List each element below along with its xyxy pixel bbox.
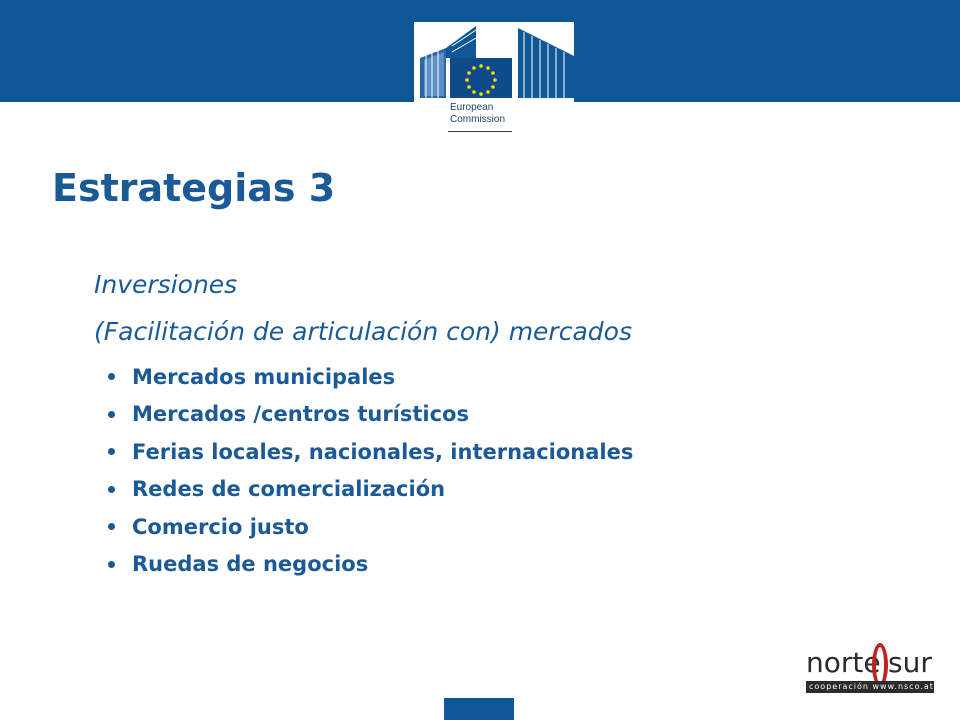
bullet-icon [108, 523, 115, 530]
bullet-icon [108, 486, 115, 493]
bullet-icon [108, 373, 115, 380]
bullet-icon [108, 411, 115, 418]
bullet-icon [108, 561, 115, 568]
bullet-text: Ferias locales, nacionales, internacionales [132, 439, 634, 464]
bullet-text: Mercados municipales [132, 364, 396, 389]
subheading-mercados: (Facilitación de articulación con) mercados [94, 317, 632, 346]
nortesur-tagline: cooperación www.nsco.at [806, 681, 934, 693]
footer-tab [444, 698, 514, 720]
list-item [108, 433, 633, 471]
bullet-text: Ruedas de negocios [132, 552, 369, 577]
subheading-inversiones: Inversiones [94, 270, 238, 299]
list-item [108, 358, 633, 396]
bullet-text: Redes de comercialización [132, 477, 446, 502]
list-item [108, 396, 633, 434]
bullet-text: Mercados /centros turísticos [132, 402, 469, 427]
bullet-icon [108, 448, 115, 455]
list-item [108, 546, 633, 584]
list-item [108, 471, 633, 509]
nortesur-word-right: sur [888, 646, 932, 679]
ec-logo-line2: Commission [450, 114, 506, 125]
ec-logo-line1: European [450, 102, 494, 113]
ec-logo-text [450, 102, 505, 126]
bullet-text: Comercio justo [132, 514, 309, 539]
ec-logo-rule [448, 131, 512, 132]
list-item [108, 508, 633, 546]
bullet-list [108, 358, 633, 583]
european-commission-logo [414, 22, 574, 134]
nortesur-logo [806, 647, 940, 695]
nortesur-word-left: norte [806, 646, 881, 679]
slide-title: Estrategias 3 [52, 166, 336, 210]
